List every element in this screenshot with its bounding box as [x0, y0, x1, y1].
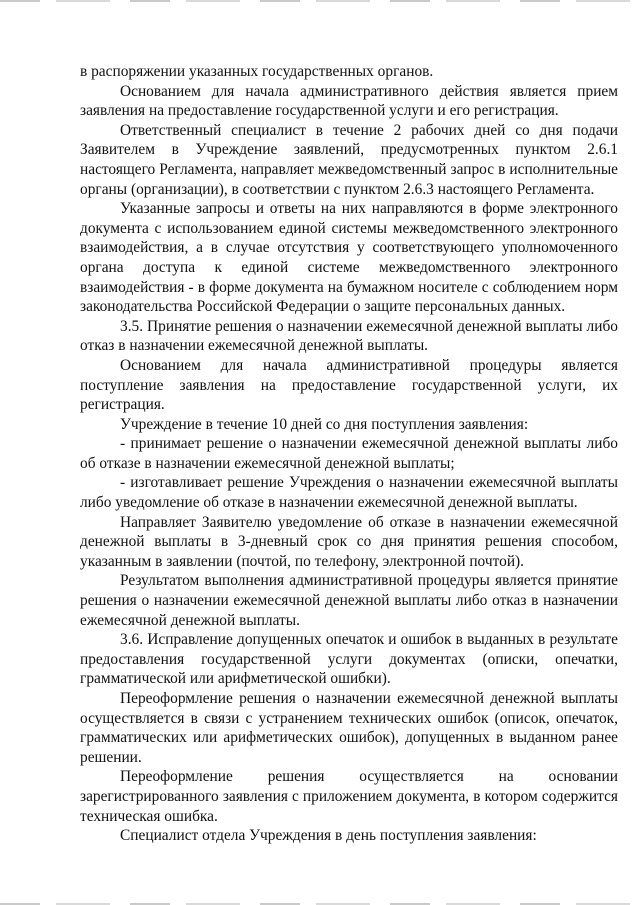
paragraph: Переоформление решения о назначении ежемесячной денежной выплаты осуществляется в связи с устранением технических ошибок (описок, опечаток, грамматических или арифметических ошибок), допущенных в выданном ранее решении. [80, 690, 618, 766]
paragraph: Основанием для начала административного действия является прием заявления на предоставление государственной услуги и его регистрация. [80, 82, 618, 120]
paragraph: Основанием для начала административной процедуры является поступление заявления на предоставление государственной услуги, их регистрация. [80, 356, 618, 414]
list-item: - изготавливает решение Учреждения о назначении ежемесячной выплаты либо уведомление об отказе в назначении ежемесячной денежной выплаты. [80, 474, 618, 512]
section-heading-3-5: 3.5. Принятие решения о назначении ежемесячной денежной выплаты либо отказ в назначении ежемесячной денежной выплаты. [80, 317, 618, 355]
document-body [80, 62, 618, 846]
paragraph: Учреждение в течение 10 дней со дня поступления заявления: [120, 415, 529, 433]
paragraph: Ответственный специалист в течение 2 рабочих дней со дня подачи Заявителем в Учреждение заявлений, предусмотренных пунктом 2.6.1 настоящего Регламента, направляет межведомственный запрос в исполнительные органы (организации), в соответствии с пунктом 2.6.3 настоящего Регламента. [80, 121, 618, 198]
list-item: - принимает решение о назначении ежемесячной денежной выплаты либо об отказе в назначении ежемесячной денежной выплаты; [80, 435, 618, 472]
section-heading-3-6: 3.6. Исправление допущенных опечаток и ошибок в выданных в результате предоставления государственной услуги документах (описки, опечатки, грамматической или арифметической ошибки). [80, 631, 618, 688]
paragraph: Направляет Заявителю уведомление об отказе в назначении ежемесячной денежной выплаты в 3-дневный срок со дня принятия решения способом, указанным в заявлении (почтой, по телефону, электронной почтой). [80, 513, 618, 570]
paragraph: в распоряжении указанных государственных органов. [80, 63, 434, 80]
paragraph: Специалист отдела Учреждения в день поступления заявления: [120, 827, 537, 845]
scan-edge-top [0, 0, 640, 2]
paragraph: Указанные запросы и ответы на них направляются в форме электронного документа с использованием единой системы межведомственного электронного взаимодействия, а в случае отсутствия у соответствующего уполномоченного органа доступа к единой системе межведомственного электронного взаимодействия - в форме документа на бумажном носителе с соблюдением норм законодательства Российской Федерации о защите персональных данных. [80, 200, 618, 316]
paragraph: Переоформление решения осуществляется на основании зарегистрированного заявления с приложением документа, в котором содержится техническая ошибка. [80, 768, 618, 825]
paragraph: Результатом выполнения административной процедуры является принятие решения о назначении ежемесячной денежной выплаты либо отказ в назначении ежемесячной денежной выплаты. [80, 572, 618, 629]
